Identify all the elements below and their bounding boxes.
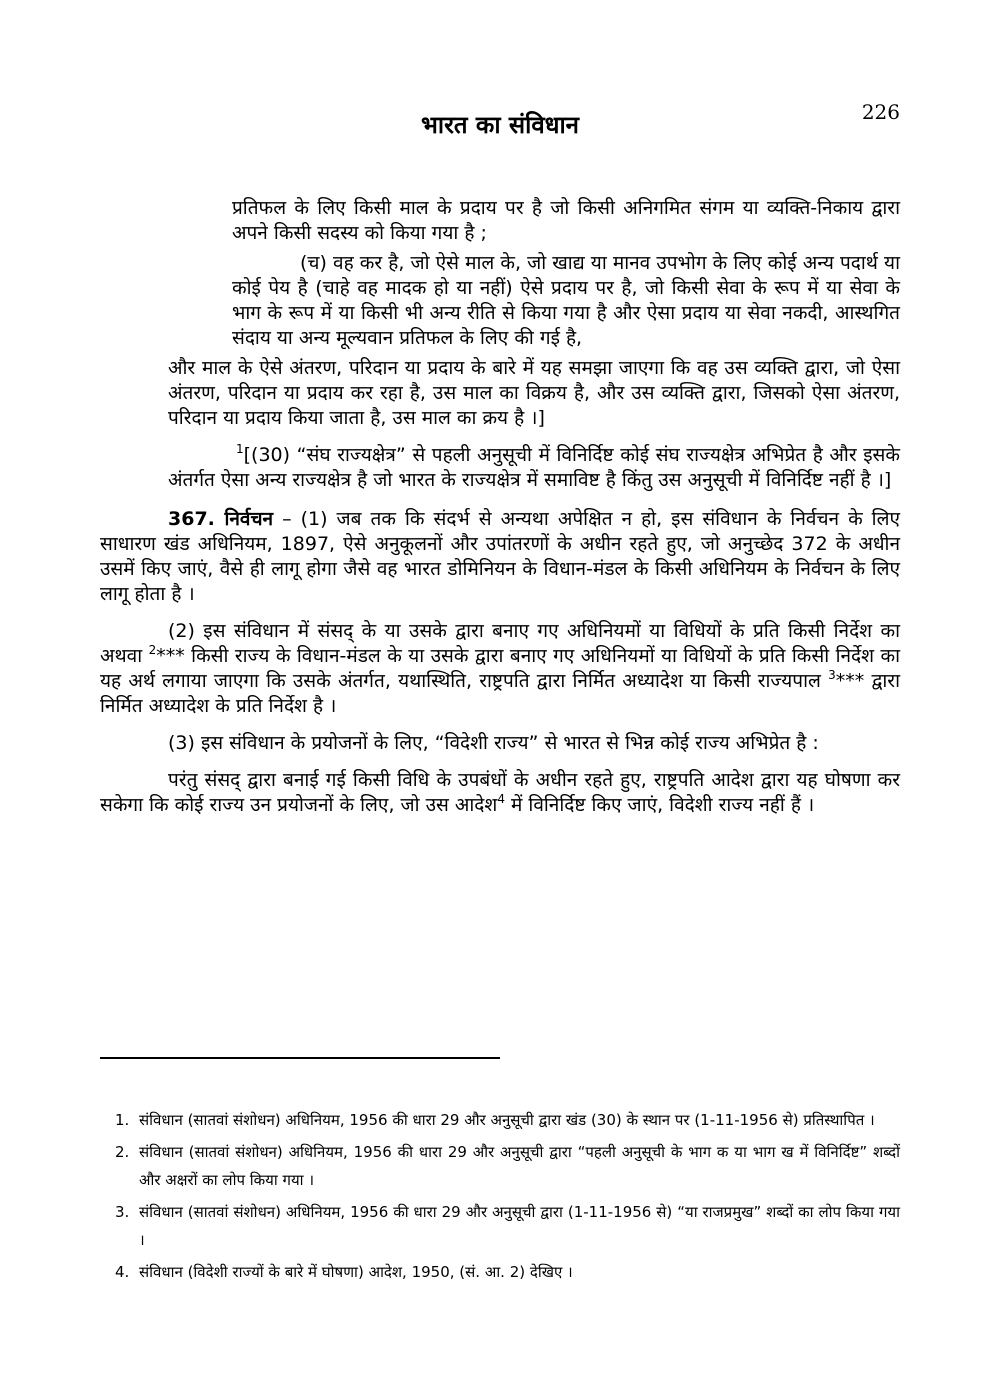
paragraph-text: (2) इस संविधान में संसद् के या उसके द्वारा बनाए गए अधिनियमों या विधियों के प्रति किसी निर्देश का अथवा <box>100 620 900 667</box>
footnote-text: संविधान (सातवां संशोधन) अधिनियम, 1956 की धारा 29 और अनुसूची द्वारा (1-11-1956 से) “या राजप्रमुख” शब्दों का लोप किया गया । <box>139 1203 900 1249</box>
document-body <box>100 196 900 830</box>
article-heading: 367. निर्वचन <box>168 508 274 530</box>
footnote-number: 1. <box>115 1111 130 1129</box>
footnote <box>115 1198 900 1254</box>
footnote <box>115 1106 900 1134</box>
page-title: भारत का संविधान <box>420 111 580 139</box>
footnote-ref: 2 <box>148 643 157 657</box>
footnote-number: 4. <box>115 1263 130 1281</box>
footnote-separator <box>100 1057 500 1059</box>
footnote-number: 2. <box>115 1143 130 1161</box>
footnote-ref: 3 <box>828 668 836 682</box>
footnote-text: संविधान (सातवां संशोधन) अधिनियम, 1956 की धारा 29 और अनुसूची द्वारा “पहली अनुसूची के भाग क या भाग ख में विनिर्दिष्ट” शब्दों और अक्षरों का लोप किया गया । <box>139 1143 900 1189</box>
footnote-number: 3. <box>115 1203 130 1221</box>
paragraph-continuation: प्रतिफल के लिए किसी माल के प्रदाय पर है जो किसी अनिगमित संगम या व्यक्ति-निकाय द्वारा अपने किसी सदस्य को किया गया है ; <box>232 197 900 244</box>
footnote <box>115 1138 900 1194</box>
paragraph-article-367 <box>100 507 900 607</box>
paragraph-text: *** किसी राज्य के विधान-मंडल के या उसके द्वारा बनाए गए अधिनियमों या विधियों के प्रति किसी निर्देश का यह अर्थ लगाया जाएगा कि उसके अंतर्गत, यथास्थिति, राष्ट्रपति द्वारा निर्मित अध्यादेश या किसी राज्यपाल <box>100 645 900 692</box>
page-number: 226 <box>861 100 900 124</box>
paragraph-article-367-3: (3) इस संविधान के प्रयोजनों के लिए, “विदेशी राज्य” से भारत से भिन्न कोई राज्य अभिप्रेत है : <box>168 732 819 754</box>
footnote <box>115 1258 900 1286</box>
paragraph-text: – (1) जब तक कि संदर्भ से अन्यथा अपेक्षित न हो, इस संविधान के निर्वचन के लिए साधारण खंड अधिनियम, 1897, ऐसे अनुकूलनों और उपांतरणों के अधीन रहते हुए, जो अनुच्छेद 372 के अधीन उसमें किए जाएं, वैसे ही लागू होगा जैसे वह भारत डोमिनियन के विधान-मंडल के किसी अधिनियम के निर्वचन के लिए लागू होता है । <box>100 508 900 605</box>
paragraph-text: में विनिर्दिष्ट किए जाएं, विदेशी राज्य नहीं हैं । <box>504 794 815 816</box>
paragraph-clause-ch: (च) वह कर है, जो ऐसे माल के, जो खाद्य या मानव उपभोग के लिए कोई अन्य पदार्थ या कोई पेय है (चाहे वह मादक हो या नहीं) ऐसे प्रदाय पर है, जो किसी सेवा के रूप में या सेवा के भाग के रूप में या किसी भी अन्य रीति से किया गया है और ऐसा प्रदाय या सेवा नकदी, आस्थगित संदाय या अन्य मूल्यवान प्रतिफल के लिए की गई है, <box>232 252 900 349</box>
footnote-text: संविधान (विदेशी राज्यों के बारे में घोषणा) आदेश, 1950, (सं. आ. 2) देखिए । <box>139 1263 573 1281</box>
footnote-ref: 1 <box>236 442 244 456</box>
footnote-ref: 4 <box>497 792 505 806</box>
footnotes <box>115 1106 900 1290</box>
paragraph-text: परंतु संसद् द्वारा बनाई गई किसी विधि के उपबंधों के अधीन रहते हुए, राष्ट्रपति आदेश द्वारा यह घोषणा कर सकेगा कि कोई राज्य उन प्रयोजनों के लिए, जो उस आदेश <box>100 769 900 816</box>
paragraph-text: *** द्वारा निर्मित अध्यादेश के प्रति निर्देश है । <box>100 670 900 717</box>
paragraph-transfer: और माल के ऐसे अंतरण, परिदान या प्रदाय के बारे में यह समझा जाएगा कि वह उस व्यक्ति द्वारा, जो ऐसा अंतरण, परिदान या प्रदाय कर रहा है, उस माल का विक्रय है, और उस व्यक्ति द्वारा, जिसको ऐसा अंतरण, परिदान या प्रदाय किया जाता है, उस माल का क्रय है ।] <box>168 357 900 429</box>
paragraph-article-367-2 <box>100 619 900 719</box>
paragraph-clause-30 <box>168 443 900 493</box>
paragraph-text: [(30) “संघ राज्यक्षेत्र” से पहली अनुसूची में विनिर्दिष्ट कोई संघ राज्यक्षेत्र अभिप्रेत है और इसके अंतर्गत ऐसा अन्य राज्यक्षेत्र है जो भारत के राज्यक्षेत्र में समाविष्ट है किंतु उस अनुसूची में विनिर्दिष्ट नहीं है ।] <box>168 444 900 491</box>
paragraph-proviso <box>100 768 900 818</box>
page-header <box>0 100 1000 140</box>
footnote-text: संविधान (सातवां संशोधन) अधिनियम, 1956 की धारा 29 और अनुसूची द्वारा खंड (30) के स्थान पर (1-11-1956 से) प्रतिस्थापित । <box>139 1111 875 1129</box>
